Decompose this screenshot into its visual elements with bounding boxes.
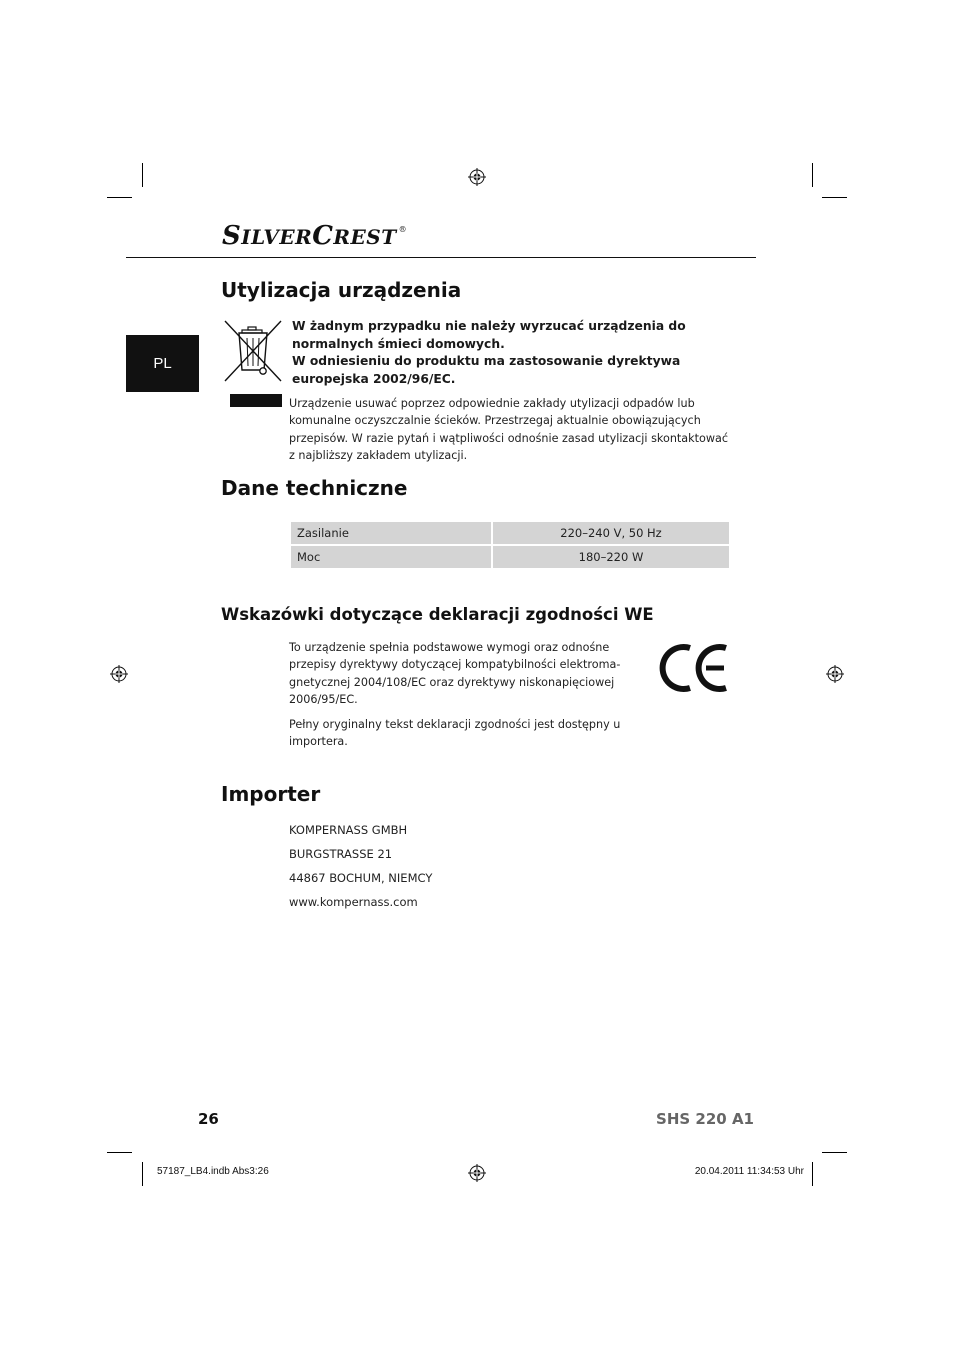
spec-label: Zasilanie [290,521,492,545]
importer-street: BURGSTRASSE 21 [289,847,393,861]
table-row [290,545,730,569]
ce-mark-icon [658,642,730,694]
crop-mark [822,1152,847,1153]
spec-value: 220–240 V, 50 Hz [492,521,730,545]
importer-heading: Importer [221,782,321,806]
registration-mark-icon [110,665,128,683]
crossed-out-wheelie-bin-icon [222,318,284,384]
header-rule [126,257,756,258]
crop-mark [107,197,132,198]
tech-data-table [289,520,731,570]
page-number: 26 [198,1110,219,1128]
importer-company: KOMPERNASS GMBH [289,823,408,837]
conformity-body: To urządzenie spełnia podstawowe wymogi oraz odnośne przepisy dyrektywy dotyczącej kompatybilności elektroma- gnetycznej 2004/108/EC oraz dyrektywy niskonapięciowej 2006/95/EC. Pełny oryginalny tekst deklaracji zgodności jest dostępny u importera. [289,641,621,749]
crop-mark [822,197,847,198]
disposal-warning: W żadnym przypadku nie należy wyrzucać urządzenia do normalnych śmieci domowych. W odniesieniu do produktu ma zastosowanie dyrektywa europejska 2002/96/EC. [292,319,686,386]
disposal-heading: Utylizacja urządzenia [221,278,462,302]
importer-website-link[interactable]: www.kompernass.com [289,895,418,909]
crop-mark [812,1162,813,1186]
crop-mark [812,163,813,187]
registration-mark-icon [826,665,844,683]
print-slug-file: 57187_LB4.indb Abs3:26 [157,1166,269,1177]
silvercrest-logo: SILVERCREST ® [222,221,408,251]
crop-mark [142,1162,143,1186]
black-bar [230,394,282,407]
crop-mark [107,1152,132,1153]
spec-label: Moc [290,545,492,569]
model-number: SHS 220 A1 [656,1110,754,1128]
disposal-body: Urządzenie usuwać poprzez odpowiednie zakłady utylizacji odpadów lub komunalne oczyszczalnie ścieków. Przestrzegaj aktualnie obowiązujących przepisów. W razie pytań i wątpliwości odnośnie zasad utylizacji skontaktować z najbliższy zakładem utylizacji. [289,397,729,463]
conformity-heading: Wskazówki dotyczące deklaracji zgodności WE [221,605,654,624]
table-row [290,521,730,545]
spec-value: 180–220 W [492,545,730,569]
crop-mark [142,163,143,187]
print-slug-timestamp: 20.04.2011 11:34:53 Uhr [694,1166,804,1177]
tech-data-heading: Dane techniczne [221,476,408,500]
importer-city: 44867 BOCHUM, NIEMCY [289,871,433,885]
registration-mark-icon [468,1164,486,1182]
language-tab: PL [126,335,199,392]
registration-mark-icon [468,168,486,186]
